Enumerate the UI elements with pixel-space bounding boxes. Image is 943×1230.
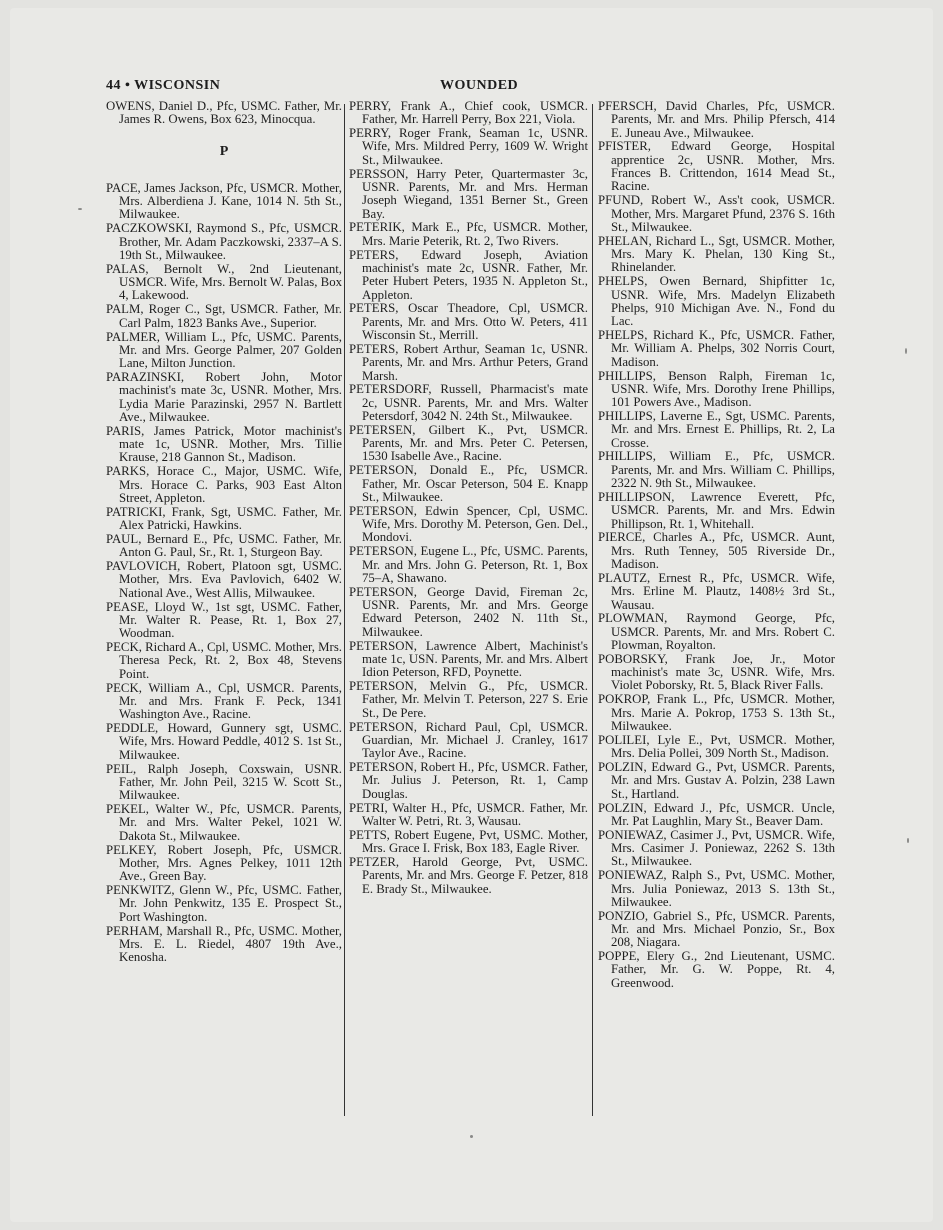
casualty-entry: PETERS, Robert Arthur, Seaman 1c, USNR. Parents, Mr. and Mrs. Arthur Peters, Grand Marsh. (349, 341, 588, 383)
casualty-entry: PERHAM, Marshall R., Pfc, USMC. Mother, Mrs. E. L. Riedel, 4807 19th Ave., Kenosha. (106, 923, 342, 965)
casualty-entry: PETERS, Oscar Theadore, Cpl, USMCR. Parents, Mr. and Mrs. Otto W. Peters, 411 Wisconsin St., Merrill. (349, 301, 588, 343)
section-letter: P (219, 143, 229, 159)
casualty-entry: PETERSON, Richard Paul, Cpl, USMCR. Guardian, Mr. Michael J. Cranley, 1617 Taylor Ave., Racine. (349, 719, 588, 761)
casualty-entry: PERSSON, Harry Peter, Quartermaster 3c, USNR. Parents, Mr. and Mrs. Herman Joseph Wiegand, 1351 Berner St., Green Bay. (349, 166, 588, 221)
casualty-entry: PECK, William A., Cpl, USMCR. Parents, Mr. and Mrs. Frank F. Peck, 1341 Washington Ave., Racine. (106, 680, 342, 722)
casualty-entry: PECK, Richard A., Cpl, USMC. Mother, Mrs. Theresa Peck, Rt. 2, Box 48, Stevens Point. (106, 640, 342, 681)
casualty-entry: PEKEL, Walter W., Pfc, USMCR. Parents, Mr. and Mrs. Walter Pekel, 1021 W. Dakota St., Milwaukee. (106, 802, 342, 843)
column-divider (592, 104, 593, 1116)
casualty-entry: PLOWMAN, Raymond George, Pfc, USMCR. Parents, Mr. and Mrs. Robert C. Plowman, Royalton. (598, 611, 835, 652)
casualty-entry: POLZIN, Edward G., Pvt, USMCR. Parents, Mr. and Mrs. Gustav A. Polzin, 238 Lawn St., Hartland. (598, 760, 835, 801)
casualty-entry: PEIL, Ralph Joseph, Coxswain, USNR. Father, Mr. John Peil, 3215 W. Scott St., Milwaukee. (106, 761, 342, 803)
casualty-entry: PALM, Roger C., Sgt, USMCR. Father, Mr. Carl Palm, 1823 Banks Ave., Superior. (106, 302, 342, 330)
casualty-entry: PETERSEN, Gilbert K., Pvt, USMCR. Parents, Mr. and Mrs. Peter C. Petersen, 1530 Isabelle Ave., Racine. (349, 422, 588, 464)
casualty-entry: PIERCE, Charles A., Pfc, USMCR. Aunt, Mrs. Ruth Tenney, 505 Riverside Dr., Madison. (598, 530, 835, 572)
document-page (10, 8, 933, 1222)
casualty-entry: PHELAN, Richard L., Sgt, USMCR. Mother, Mrs. Mary K. Phelan, 130 King St., Rhinelander. (598, 233, 835, 275)
casualty-entry: PHILLIPS, Laverne E., Sgt, USMC. Parents, Mr. and Mrs. Ernest E. Phillips, Rt. 2, La Crosse. (598, 408, 835, 450)
casualty-entry: PETERSDORF, Russell, Pharmacist's mate 2c, USNR. Parents, Mr. and Mrs. Walter Petersdorf, 3042 N. 24th St., Milwaukee. (349, 382, 588, 423)
casualty-entry: PONZIO, Gabriel S., Pfc, USMCR. Parents, Mr. and Mrs. Michael Ponzio, Sr., Box 208, Niagara. (598, 908, 835, 950)
casualty-entry: PETERSON, Robert H., Pfc, USMCR. Father, Mr. Julius J. Peterson, Rt. 1, Camp Douglas. (349, 760, 588, 801)
casualty-entry: PETERSON, George David, Fireman 2c, USNR. Parents, Mr. and Mrs. George Edward Peterson, 2402 N. 11th St., Milwaukee. (349, 584, 588, 639)
casualty-entry: PETERSON, Eugene L., Pfc, USMC. Parents, Mr. and Mrs. John G. Peterson, Rt. 1, Box 75–A, Shawano. (349, 544, 588, 585)
casualty-entry: PATRICKI, Frank, Sgt, USMC. Father, Mr. Alex Patricki, Hawkins. (106, 504, 342, 533)
casualty-entry: PHILLIPSON, Lawrence Everett, Pfc, USMCR. Parents, Mr. and Mrs. Edwin Phillipson, Rt. 1, Whitehall. (598, 489, 835, 531)
column-1 (106, 100, 342, 1120)
casualty-entry: PAVLOVICH, Robert, Platoon sgt, USMC. Mother, Mrs. Eva Pavlovich, 6402 W. National Ave., West Allis, Milwaukee. (106, 559, 342, 600)
section-title: WOUNDED (440, 78, 519, 93)
casualty-entry: PHELPS, Richard K., Pfc, USMCR. Father, Mr. William A. Phelps, 302 Norris Court, Madison. (598, 328, 835, 369)
page-header (106, 78, 876, 98)
casualty-entry: PFISTER, Edward George, Hospital apprentice 2c, USNR. Mother, Mrs. Frances B. Crittendon, 1614 Mead St., Racine. (598, 139, 835, 194)
casualty-entry: POPPE, Elery G., 2nd Lieutenant, USMC. Father, Mr. G. W. Poppe, Rt. 4, Greenwood. (598, 949, 835, 990)
casualty-entry: PETERSON, Melvin G., Pfc, USMCR. Father, Mr. Melvin T. Peterson, 227 S. Erie St., De Pere. (349, 679, 588, 720)
casualty-entry: PELKEY, Robert Joseph, Pfc, USMCR. Mother, Mrs. Agnes Pelkey, 1011 12th Ave., Green Bay. (106, 842, 342, 884)
casualty-entry: POKROP, Frank L., Pfc, USMCR. Mother, Mrs. Marie A. Pokrop, 1753 S. 13th St., Milwaukee. (598, 692, 835, 733)
casualty-entry: OWENS, Daniel D., Pfc, USMC. Father, Mr. James R. Owens, Box 623, Minocqua. (106, 100, 342, 127)
casualty-entry: PARKS, Horace C., Major, USMC. Wife, Mrs. Horace C. Parks, 903 East Alton Street, Appleton. (106, 464, 342, 505)
casualty-entry: PFUND, Robert W., Ass't cook, USMCR. Mother, Mrs. Margaret Pfund, 2376 S. 16th St., Milwaukee. (598, 193, 835, 234)
casualty-entry: POBORSKY, Frank Joe, Jr., Motor machinist's mate 3c, USNR. Wife, Mrs. Violet Poborsky, Rt. 5, Black River Falls. (598, 651, 835, 693)
casualty-entry: PHILLIPS, Benson Ralph, Fireman 1c, USNR. Wife, Mrs. Dorothy Irene Phillips, 101 Powers Ave., Madison. (598, 368, 835, 410)
casualty-entry: PERRY, Frank A., Chief cook, USMCR. Father, Mr. Harrell Perry, Box 221, Viola. (349, 100, 588, 127)
page-number: 44 • WISCONSIN (106, 78, 221, 93)
casualty-entry: PAUL, Bernard E., Pfc, USMC. Father, Mr. Anton G. Paul, Sr., Rt. 1, Sturgeon Bay. (106, 531, 342, 560)
casualty-entry: PEASE, Lloyd W., 1st sgt, USMC. Father, Mr. Walter R. Pease, Rt. 1, Box 27, Woodman. (106, 599, 342, 641)
casualty-entry: PENKWITZ, Glenn W., Pfc, USMC. Father, Mr. John Penkwitz, 135 E. Prospect St., Port Washington. (106, 883, 342, 924)
column-3 (598, 100, 835, 1120)
casualty-entry: PALMER, William L., Pfc, USMC. Parents, Mr. and Mrs. George Palmer, 207 Golden Lane, Milton Junction. (106, 329, 342, 371)
casualty-entry: PFERSCH, David Charles, Pfc, USMCR. Parents, Mr. and Mrs. Philip Pfersch, 414 E. Juneau Ave., Milwaukee. (598, 100, 835, 140)
casualty-entry: PETERSON, Lawrence Albert, Machinist's mate 1c, USN. Parents, Mr. and Mrs. Albert Idion Peterson, RFD, Poynette. (349, 638, 588, 680)
casualty-entry: PLAUTZ, Ernest R., Pfc, USMCR. Wife, Mrs. Erline M. Plautz, 1408½ 3rd St., Wausau. (598, 570, 835, 612)
casualty-entry: PETERS, Edward Joseph, Aviation machinist's mate 2c, USNR. Father, Mr. Peter Hubert Peters, 1935 N. Appleton St., Appleton. (349, 247, 588, 302)
paper-speck (470, 1135, 473, 1138)
paper-speck (78, 208, 82, 210)
casualty-entry: PETERIK, Mark E., Pfc, USMCR. Mother, Mrs. Marie Peterik, Rt. 2, Two Rivers. (349, 220, 588, 248)
paper-speck (907, 838, 909, 843)
column-2 (349, 100, 588, 1120)
casualty-entry: PARIS, James Patrick, Motor machinist's mate 1c, USNR. Mother, Mrs. Tillie Krause, 218 Gannon St., Madison. (106, 423, 342, 465)
casualty-entry: POLILEI, Lyle E., Pvt, USMCR. Mother, Mrs. Delia Pollei, 309 North St., Madison. (598, 732, 835, 761)
casualty-entry: PHELPS, Owen Bernard, Shipfitter 1c, USNR. Wife, Mrs. Madelyn Elizabeth Phelps, 910 Michigan Ave. N., Fond du Lac. (598, 274, 835, 329)
casualty-entry: PALAS, Bernolt W., 2nd Lieutenant, USMCR. Wife, Mrs. Bernolt W. Palas, Box 4, Lakewood. (106, 261, 342, 303)
casualty-entry: PONIEWAZ, Casimer J., Pvt, USMCR. Wife, Mrs. Casimer J. Poniewaz, 2262 S. 13th St., Milwaukee. (598, 827, 835, 869)
casualty-entry: PETZER, Harold George, Pvt, USMC. Parents, Mr. and Mrs. George F. Petzer, 818 E. Brady St., Milwaukee. (349, 854, 588, 896)
casualty-entry: PEDDLE, Howard, Gunnery sgt, USMC. Wife, Mrs. Howard Peddle, 4012 S. 1st St., Milwaukee. (106, 721, 342, 762)
casualty-entry: PHILLIPS, William E., Pfc, USMCR. Parents, Mr. and Mrs. William C. Phillips, 2322 N. 9th St., Milwaukee. (598, 449, 835, 491)
casualty-entry: PERRY, Roger Frank, Seaman 1c, USNR. Wife, Mrs. Mildred Perry, 1609 W. Wright St., Milwaukee. (349, 126, 588, 167)
casualty-entry: PACZKOWSKI, Raymond S., Pfc, USMCR. Brother, Mr. Adam Paczkowski, 2337–A S. 19th St., Milwaukee. (106, 221, 342, 262)
casualty-entry: PETRI, Walter H., Pfc, USMCR. Father, Mr. Walter W. Petri, Rt. 3, Wausau. (349, 800, 588, 828)
casualty-entry: POLZIN, Edward J., Pfc, USMCR. Uncle, Mr. Pat Laughlin, Mary St., Beaver Dam. (598, 800, 835, 828)
paper-speck (905, 348, 907, 354)
casualty-entry: PETERSON, Edwin Spencer, Cpl, USMC. Wife, Mrs. Dorothy M. Peterson, Gen. Del., Mondovi. (349, 503, 588, 545)
casualty-entry: PETTS, Robert Eugene, Pvt, USMC. Mother, Mrs. Grace I. Frisk, Box 183, Eagle River. (349, 827, 588, 856)
casualty-entry: PARAZINSKI, Robert John, Motor machinist's mate 3c, USNR. Mother, Mrs. Lydia Marie Parazinski, 2957 N. Bartlett Ave., Milwaukee. (106, 370, 342, 424)
casualty-entry: PETERSON, Donald E., Pfc, USMCR. Father, Mr. Oscar Peterson, 504 E. Knapp St., Milwaukee. (349, 463, 588, 504)
column-divider (344, 104, 345, 1116)
casualty-entry: PONIEWAZ, Ralph S., Pvt, USMC. Mother, Mrs. Julia Poniewaz, 2013 S. 13th St., Milwaukee. (598, 868, 835, 909)
casualty-entry: PACE, James Jackson, Pfc, USMCR. Mother, Mrs. Alberdiena J. Kane, 1014 N. 5th St., Milwaukee. (106, 180, 342, 222)
